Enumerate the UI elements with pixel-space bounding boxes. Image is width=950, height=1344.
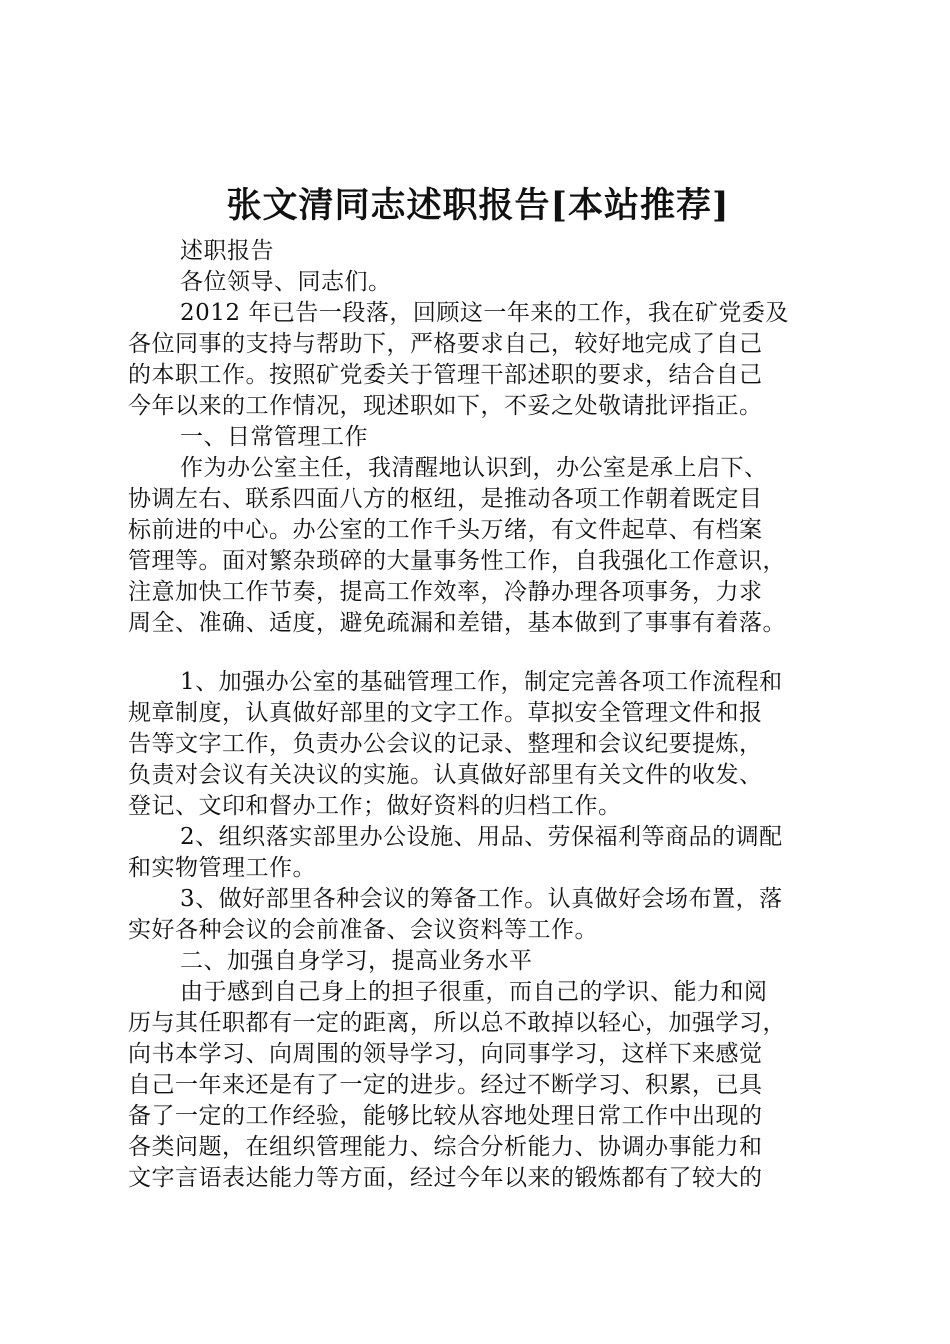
- body-text-line: 各位同事的支持与帮助下，严格要求自己，较好地完成了自己: [128, 331, 763, 357]
- body-text-line: 注意加快工作节奏，提高工作效率，冷静办理各项事务，力求: [128, 579, 763, 605]
- document-page: [128, 180, 828, 1194]
- body-text-line: 备了一定的工作经验，能够比较从容地处理日常工作中出现的: [128, 1103, 763, 1129]
- paragraph-gap: [128, 639, 828, 667]
- body-text-line: 2012 年已告一段落，回顾这一年来的工作，我在矿党委及: [180, 300, 789, 326]
- body-text-line: 负责对会议有关决议的实施。认真做好部里有关文件的收发、: [128, 762, 763, 788]
- body-text-line: 登记、文印和督办工作；做好资料的归档工作。: [128, 793, 622, 819]
- body-text-line: 告等文字工作，负责办公会议的记录、整理和会议纪要提炼，: [128, 731, 763, 757]
- body-text-line: 向书本学习、向周围的领导学习，向同事学习，这样下来感觉: [128, 1041, 763, 1067]
- body-text-line: 由于感到自己身上的担子很重，而自己的学识、能力和阅: [180, 979, 768, 1005]
- body-text-line: 二、加强自身学习，提高业务水平: [180, 948, 533, 974]
- body-text-line: 2、组织落实部里办公设施、用品、劳保福利等商品的调配: [180, 824, 783, 850]
- body-text-line: 周全、准确、适度，避免疏漏和差错，基本做到了事事有着落。: [128, 610, 786, 636]
- body-text-line: 的本职工作。按照矿党委关于管理干部述职的要求，结合自己: [128, 362, 763, 388]
- body-text-line: 一、日常管理工作: [180, 424, 368, 450]
- body-text-line: 规章制度，认真做好部里的文字工作。草拟安全管理文件和报: [128, 700, 763, 726]
- body-text-line: 各位领导、同志们。: [180, 269, 392, 295]
- body-text-line: 1、加强办公室的基础管理工作，制定完善各项工作流程和: [180, 669, 783, 695]
- body-text-line: 和实物管理工作。: [128, 855, 316, 881]
- body-text-line: 管理等。面对繁杂琐碎的大量事务性工作，自我强化工作意识，: [128, 548, 786, 574]
- body-text-line: 自己一年来还是有了一定的进步。经过不断学习、积累，已具: [128, 1072, 763, 1098]
- body-text-line: 标前进的中心。办公室的工作千头万绪，有文件起草、有档案: [128, 517, 763, 543]
- body-text-line: 历与其任职都有一定的距离，所以总不敢掉以轻心，加强学习，: [128, 1010, 786, 1036]
- body-text-line: 协调左右、联系四面八方的枢纽，是推动各项工作朝着既定目: [128, 486, 763, 512]
- body-text-line: 作为办公室主任，我清醒地认识到，办公室是承上启下、: [180, 455, 768, 481]
- body-text-line: 3、做好部里各种会议的筹备工作。认真做好会场布置，落: [180, 886, 783, 912]
- body-text-line: 今年以来的工作情况，现述职如下，不妥之处敬请批评指正。: [128, 393, 763, 419]
- body-text-line: 各类问题，在组织管理能力、综合分析能力、协调办事能力和: [128, 1134, 763, 1160]
- document-title: 张文清同志述职报告[本站推荐]: [226, 185, 730, 226]
- body-text-line: 实好各种会议的会前准备、会议资料等工作。: [128, 917, 598, 943]
- body-text-line: 述职报告: [180, 238, 274, 264]
- body-text-line: 文字言语表达能力等方面，经过今年以来的锻炼都有了较大的: [128, 1165, 763, 1191]
- document-body: [128, 236, 828, 1194]
